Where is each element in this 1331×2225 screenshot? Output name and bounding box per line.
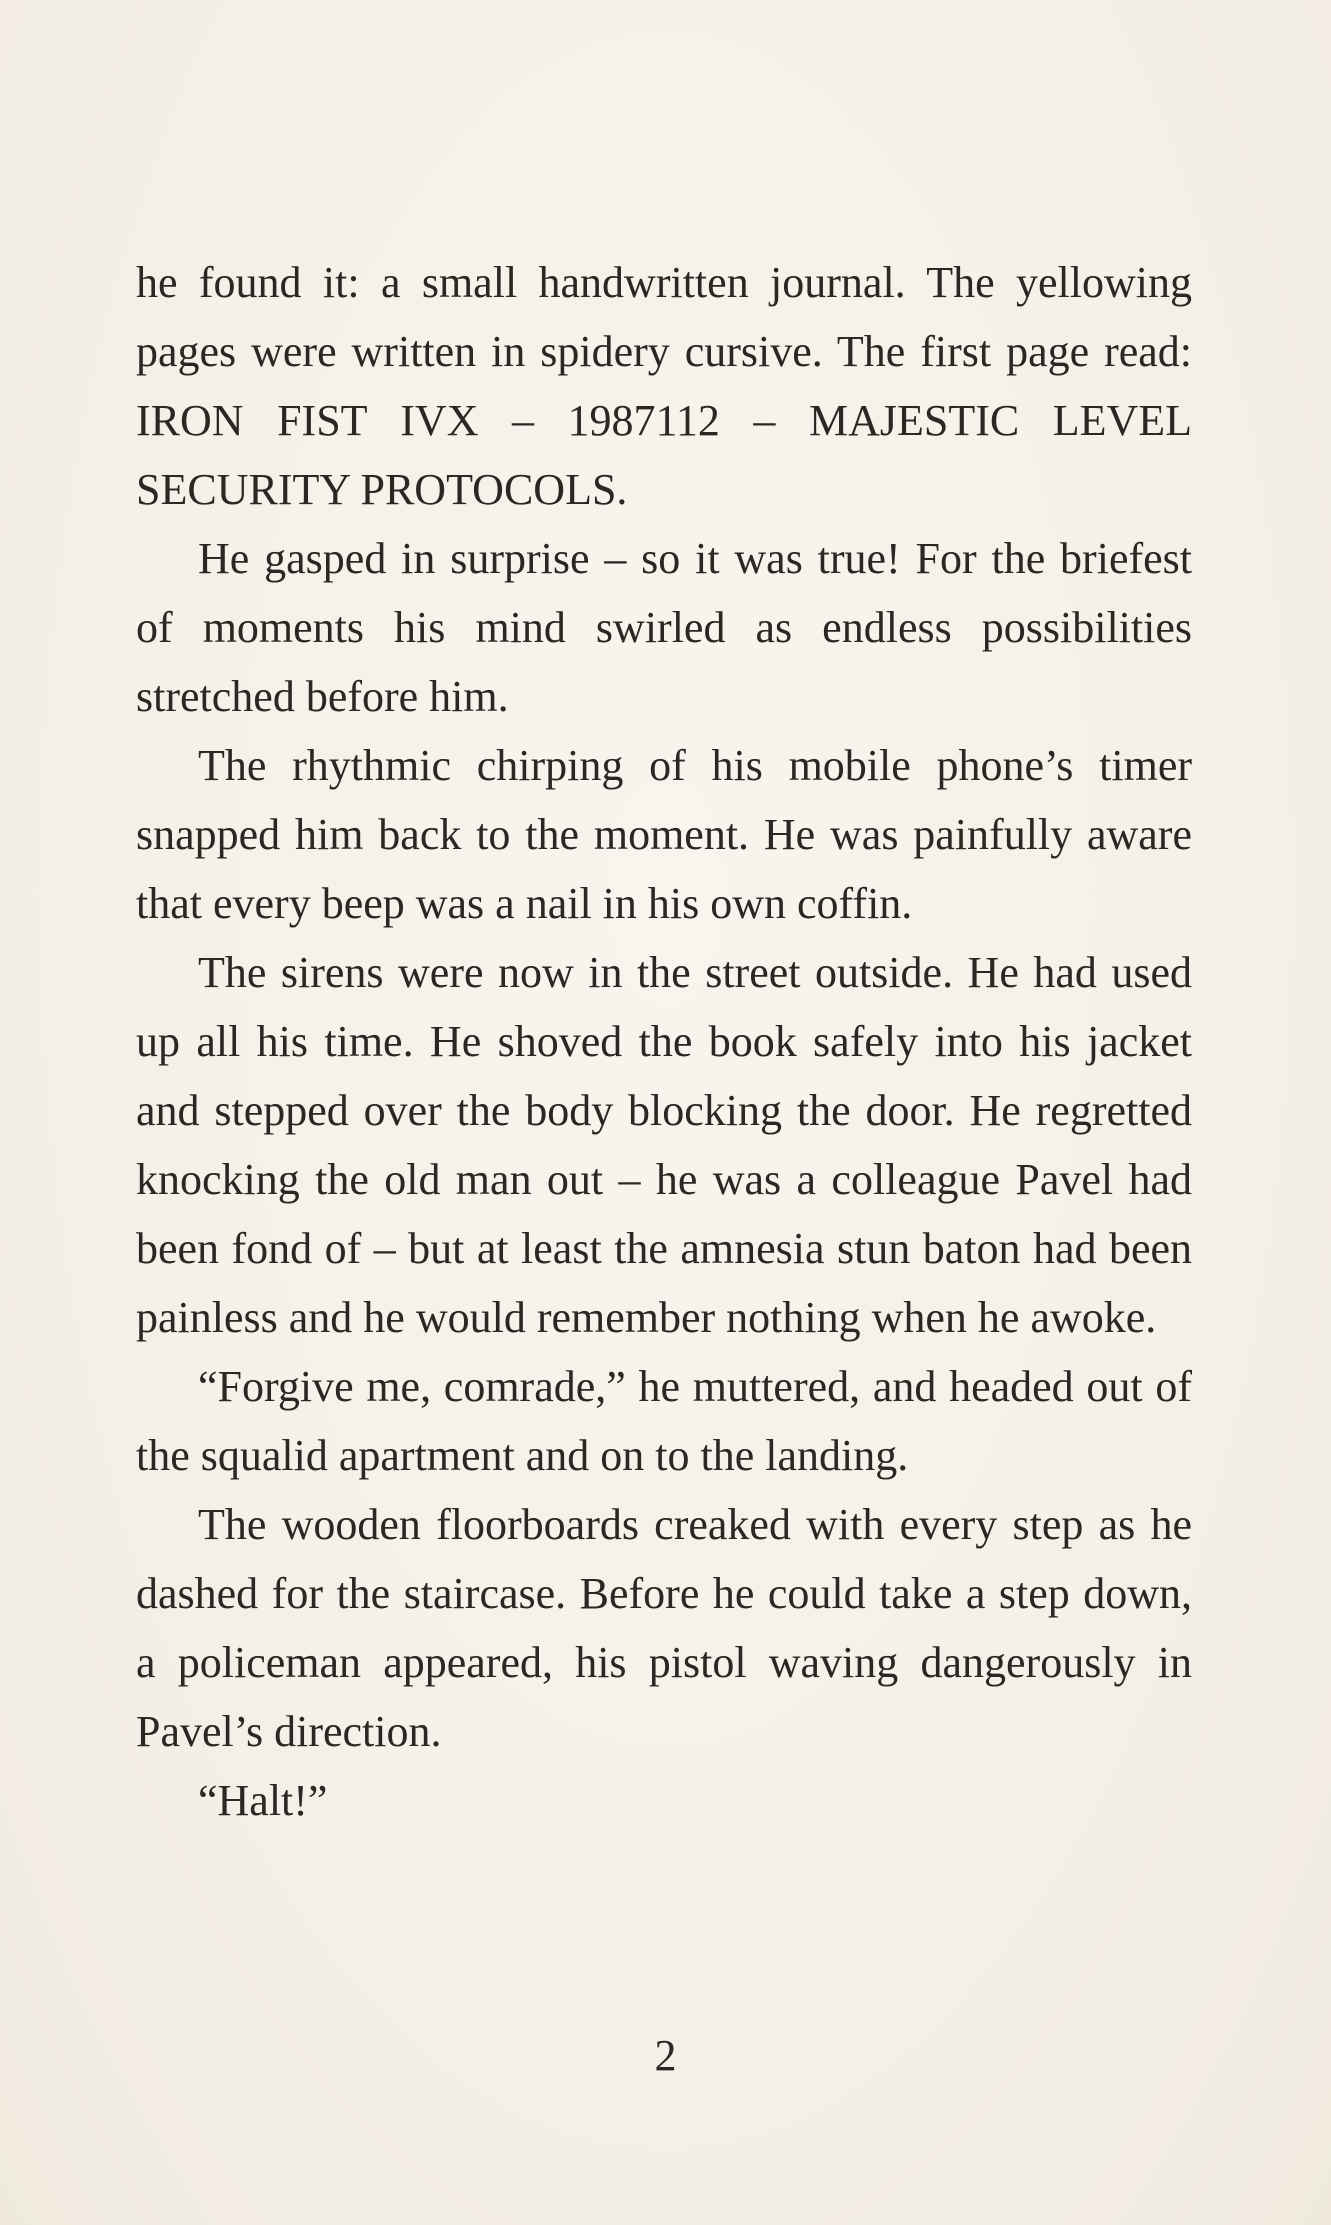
- paragraph-5: “Forgive me, comrade,” he muttered, and headed out of the squalid apartment and on to the landing.: [136, 1362, 1192, 1480]
- paragraph-4: The sirens were now in the street outside. He had used up all his time. He shoved the book safely into his jacket and stepped over the body blocking the door. He regretted knocking the old man out – he was a colleague Pavel had been fond of – but at least the amnesia stun baton had been painless and he would remember nothing when he awoke.: [136, 948, 1192, 1342]
- body-text: [136, 248, 1192, 1835]
- page-number: 2: [654, 2031, 677, 2080]
- paragraph-7: “Halt!”: [198, 1776, 328, 1825]
- paragraph-1: he found it: a small handwritten journal. The yellowing pages were written in spidery cursive. The first page read: IRON FIST IVX – 1987112 – MAJESTIC LEVEL SECURITY PROTOCOLS.: [136, 258, 1192, 514]
- paragraph-6: The wooden floorboards creaked with every step as he dashed for the staircase. Before he could take a step down, a policeman appeared, his pistol waving dangerously in Pavel’s direction.: [136, 1500, 1192, 1756]
- paragraph-2: He gasped in surprise – so it was true! For the briefest of moments his mind swirled as endless possibilities stretched before him.: [136, 534, 1192, 721]
- paragraph-3: The rhythmic chirping of his mobile phone’s timer snapped him back to the moment. He was painfully aware that every beep was a nail in his own coffin.: [136, 741, 1192, 928]
